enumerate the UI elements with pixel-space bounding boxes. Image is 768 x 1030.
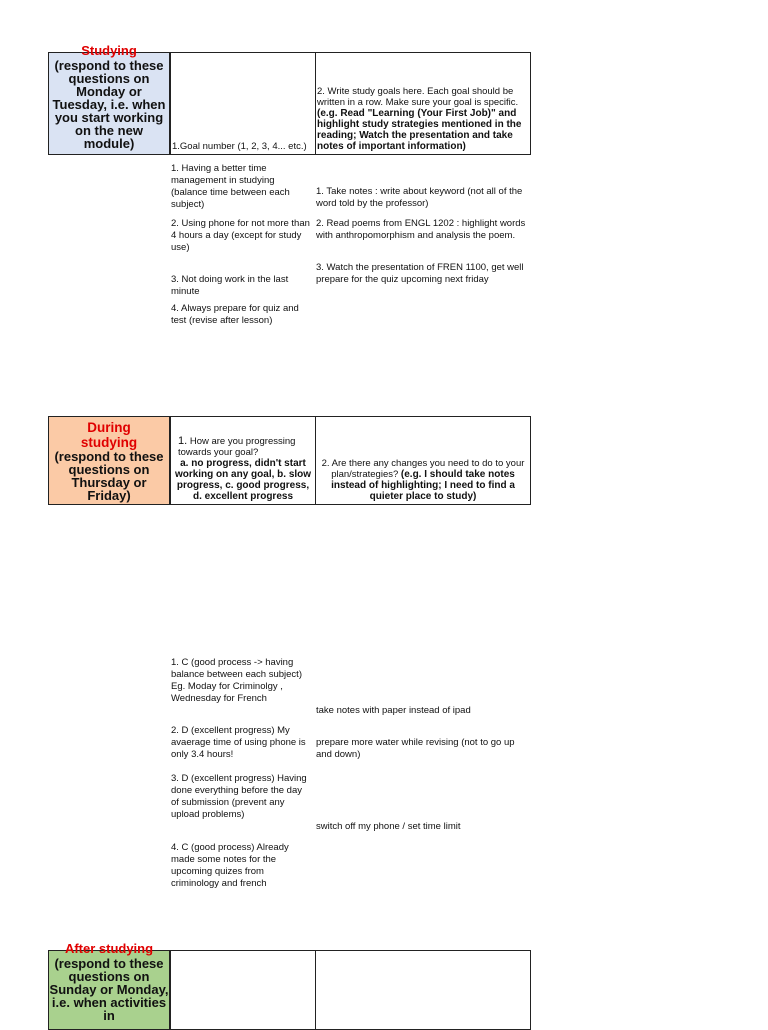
changes-question-plain: 2. Are there any changes you need to do to your plan/strategies? <box>321 458 525 480</box>
after-studying-label-cell <box>48 941 170 1030</box>
after-studying-col1 <box>170 950 316 1030</box>
progress-item-4: 4. C (good process) Already made some notes for the upcoming quizes from criminology and french <box>171 842 289 889</box>
goal-number-header <box>170 52 316 155</box>
goal-item-4: 4. Always prepare for quiz and test (revise after lesson) <box>171 303 299 326</box>
change-item-3: switch off my phone / set time limit <box>316 821 461 832</box>
changes-question-header <box>315 416 531 505</box>
progress-item-1: 1. C (good process -> having balance between each subject) Eg. Moday for Criminolgy , Wednesday for French <box>171 657 302 704</box>
change-item-2: prepare more water while revising (not to go up and down) <box>316 737 515 760</box>
studying-title: Studying <box>81 43 137 58</box>
after-studying-title: After studying <box>64 941 154 956</box>
studying-subtitle: (respond to these questions on Monday or Tuesday, i.e. when you start working on the new module) <box>52 58 166 151</box>
goal-item-3: 3. Not doing work in the last minute <box>171 274 289 297</box>
studying-label-cell <box>48 43 170 155</box>
change-item-1: take notes with paper instead of ipad <box>316 705 471 716</box>
during-studying-label-cell <box>48 416 170 505</box>
progress-question-header <box>170 416 316 505</box>
study-goals-header <box>315 52 531 155</box>
progress-question-plain: How are you progressing towards your goal? <box>178 436 296 458</box>
after-studying-subtitle: (respond to these questions on Sunday or Monday, i.e. when activities in <box>49 956 169 1023</box>
during-studying-title: During studying <box>80 420 138 450</box>
during-studying-subtitle: (respond to these questions on Thursday or Friday) <box>54 449 164 503</box>
study-goals-example: (e.g. Read "Learning (Your First Job)" and highlight study strategies mentioned in the reading; Watch the presentation and take notes of important information) <box>317 108 522 152</box>
strategy-item-2: 2. Read poems from ENGL 1202 : highlight words with anthropomorphism and analysis the poem. <box>316 218 526 241</box>
strategy-item-3: 3. Watch the presentation of FREN 1100, get well prepare for the quiz upcoming next friday <box>316 262 524 285</box>
changes-question-example: (e.g. I should take notes instead of highlighting; I need to find a quieter place to study) <box>331 469 515 502</box>
progress-question-options: a. no progress, didn't start working on any goal, b. slow progress, c. good progress, d. excellent progress <box>174 458 312 502</box>
study-goals-header-text <box>317 86 527 152</box>
goal-item-1: 1. Having a better time management in studying (balance time between each subject) <box>171 163 290 210</box>
study-goals-instruction: 2. Write study goals here. Each goal should be written in a row. Make sure your goal is specific. <box>317 86 519 108</box>
progress-question-text <box>172 436 314 502</box>
goal-number-header-text: 1.Goal number (1, 2, 3, 4... etc.) <box>172 141 307 152</box>
goal-item-2: 2. Using phone for not more than 4 hours a day (except for study use) <box>171 218 310 253</box>
changes-question-text <box>318 458 528 502</box>
after-studying-col2 <box>315 950 531 1030</box>
progress-item-2: 2. D (excellent progress) My avaerage time of using phone is only 3.4 hours! <box>171 725 306 760</box>
progress-question-num: 1. <box>178 435 188 447</box>
strategy-item-1: 1. Take notes : write about keyword (not all of the word told by the professor) <box>316 186 523 209</box>
progress-item-3: 3. D (excellent progress) Having done everything before the day of submission (prevent any upload problems) <box>171 773 307 820</box>
